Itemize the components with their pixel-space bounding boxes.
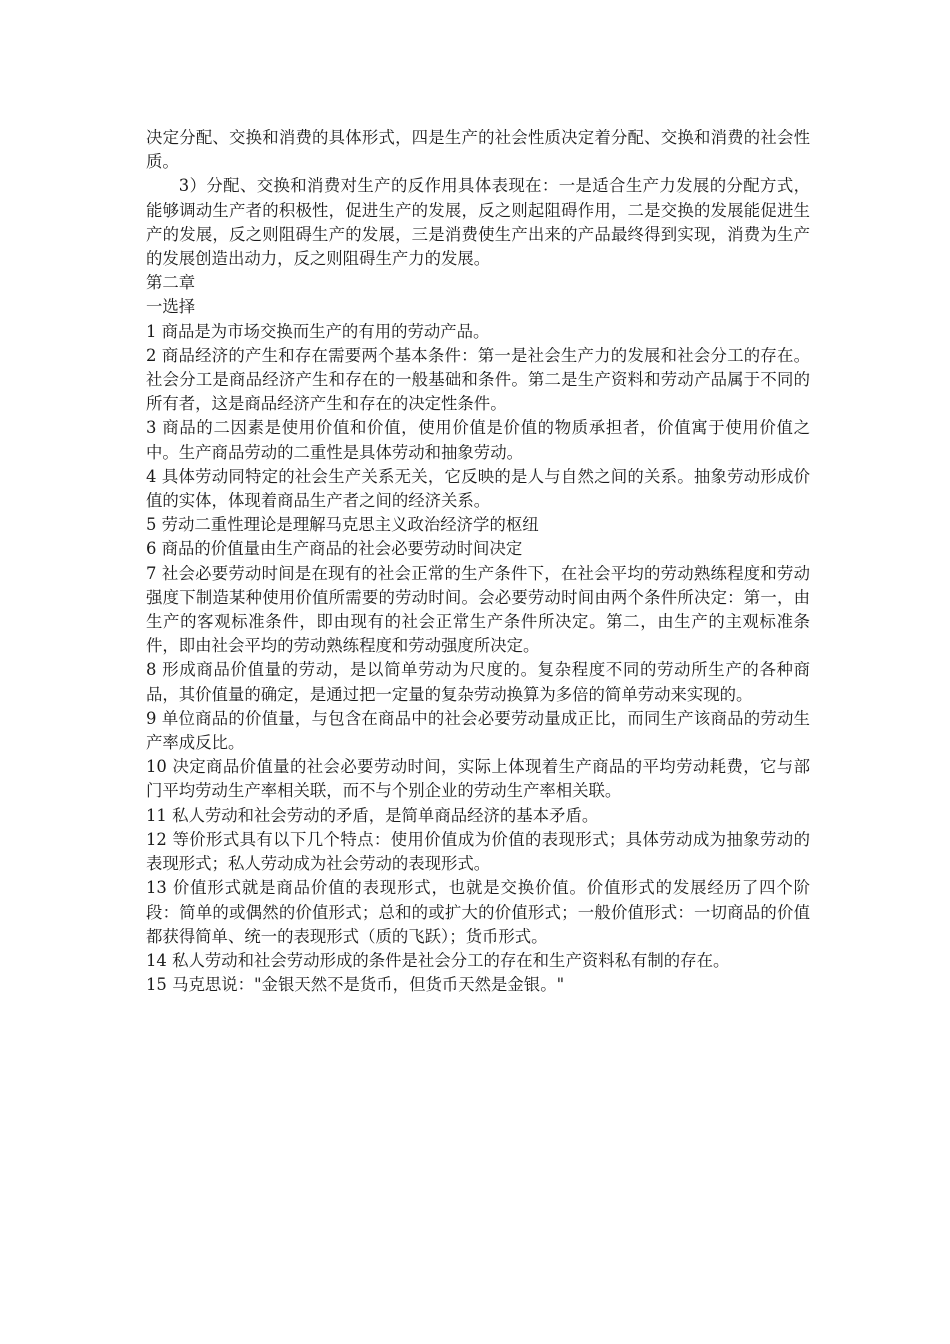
list-item: 14 私人劳动和社会劳动形成的条件是社会分工的存在和生产资料私有制的存在。 <box>146 950 730 970</box>
list-item: 10 决定商品价值量的社会必要劳动时间，实际上体现着生产商品的平均劳动耗费，它与部门平均劳动生产率相关联，而不与个别企业的劳动生产率相关联。 <box>146 757 810 801</box>
list-item: 1 商品是为市场交换而生产的有用的劳动产品。 <box>146 321 490 341</box>
list-item: 8 形成商品价值量的劳动，是以简单劳动为尺度的。复杂程度不同的劳动所生产的各种商品，其价值量的确定，是通过把一定量的复杂劳动换算为多倍的简单劳动来实现的。 <box>146 660 810 704</box>
list-item: 9 单位商品的价值量，与包含在商品中的社会必要劳动量成正比，而同生产该商品的劳动生产率成反比。 <box>146 708 810 753</box>
list-item: 6 商品的价值量由生产商品的社会必要劳动时间决定 <box>146 539 523 559</box>
list-item: 4 具体劳动同特定的社会生产关系无关，它反映的是人与自然之间的关系。抽象劳动形成价值的实体，体现着商品生产者之间的经济关系。 <box>146 466 810 511</box>
list-item: 13 价值形式就是商品价值的表现形式，也就是交换价值。价值形式的发展经历了四个阶段：简单的或偶然的价值形式；总和的或扩大的价值形式；一般价值形式：一切商品的价值都获得简单、统一的表现形式（质的飞跃）；货币形式。 <box>146 878 810 946</box>
document-page <box>146 126 810 997</box>
list-item: 3 商品的二因素是使用价值和价值，使用价值是价值的物质承担者，价值寓于使用价值之中。生产商品劳动的二重性是具体劳动和抽象劳动。 <box>146 418 810 462</box>
list-item: 7 社会必要劳动时间是在现有的社会正常的生产条件下，在社会平均的劳动熟练程度和劳动强度下制造某种使用价值所需要的劳动时间。会必要劳动时间由两个条件所决定：第一，由生产的客观标准条件，即由现有的社会正常生产条件所决定。第二，由生产的主观标准条件，即由社会平均的劳动熟练程度和劳动强度所决定。 <box>146 563 810 656</box>
list-item: 15 马克思说："金银天然不是货币，但货币天然是金银。" <box>146 975 565 995</box>
paragraph: 3）分配、交换和消费对生产的反作用具体表现在：一是适合生产力发展的分配方式，能够调动生产者的积极性，促进生产的发展，反之则起阻碍作用，二是交换的发展能促进生产的发展，反之则阻碍生产的发展，三是消费使生产出来的产品最终得到实现，消费为生产的发展创造出动力，反之则阻碍生产力的发展。 <box>146 176 810 269</box>
list-item: 12 等价形式具有以下几个特点：使用价值成为价值的表现形式；具体劳动成为抽象劳动的表现形式；私人劳动成为社会劳动的表现形式。 <box>146 829 810 874</box>
chapter-heading: 第二章 <box>146 273 196 293</box>
section-heading: 一选择 <box>146 297 196 317</box>
list-item: 11 私人劳动和社会劳动的矛盾，是简单商品经济的基本矛盾。 <box>146 805 599 825</box>
list-item: 5 劳动二重性理论是理解马克思主义政治经济学的枢纽 <box>146 515 539 535</box>
list-item: 2 商品经济的产生和存在需要两个基本条件：第一是社会生产力的发展和社会分工的存在。社会分工是商品经济产生和存在的一般基础和条件。第二是生产资料和劳动产品属于不同的所有者，这是商品经济产生和存在的决定性条件。 <box>146 345 810 414</box>
paragraph: 决定分配、交换和消费的具体形式，四是生产的社会性质决定着分配、交换和消费的社会性质。 <box>146 128 810 172</box>
